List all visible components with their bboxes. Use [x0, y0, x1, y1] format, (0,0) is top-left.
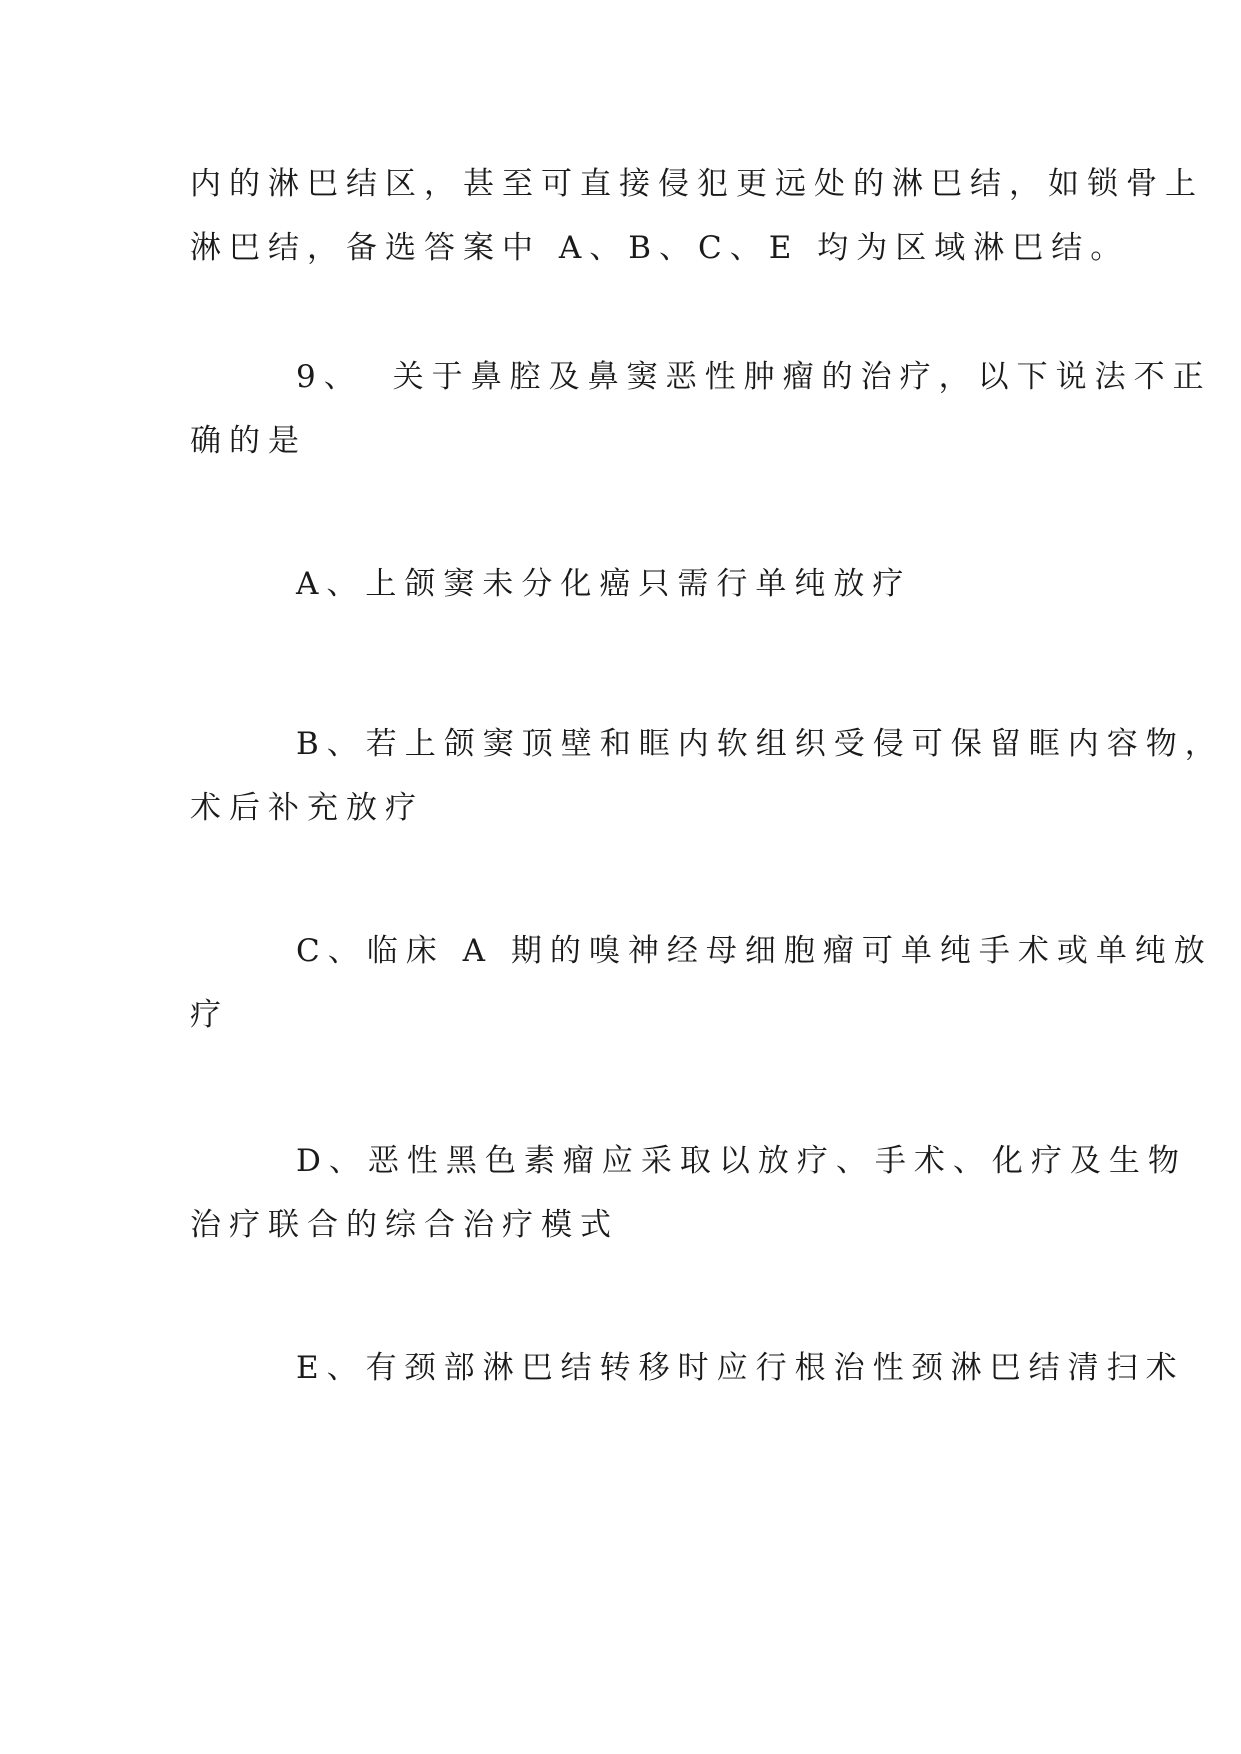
option-c-line-1: C、临床 A 期的嗅神经母细胞瘤可单纯手术或单纯放	[296, 933, 1213, 969]
explanation-line-1: 内的淋巴结区，甚至可直接侵犯更远处的淋巴结，如锁骨上	[190, 166, 1204, 202]
question-9-line-2: 确的是	[190, 423, 307, 459]
option-d-line-1: D、恶性黑色素瘤应采取以放疗、手术、化疗及生物	[296, 1143, 1187, 1179]
option-b-line-2: 术后补充放疗	[190, 790, 424, 826]
option-d-line-2: 治疗联合的综合治疗模式	[190, 1207, 619, 1243]
option-c-line-2: 疗	[190, 997, 229, 1033]
question-stem: 关于鼻腔及鼻窦恶性肿瘤的治疗，以下说法不正	[392, 359, 1212, 395]
option-a: A、上颌窦未分化癌只需行单纯放疗	[296, 566, 912, 602]
option-e: E、有颈部淋巴结转移时应行根治性颈淋巴结清扫术	[296, 1350, 1185, 1386]
explanation-line-2: 淋巴结，备选答案中 A、B、C、E 均为区域淋巴结。	[190, 230, 1130, 266]
option-b-line-1: B、若上颌窦顶壁和眶内软组织受侵可保留眶内容物，	[296, 726, 1224, 762]
question-number: 9、	[296, 359, 363, 395]
question-9-line-1	[296, 357, 1212, 397]
